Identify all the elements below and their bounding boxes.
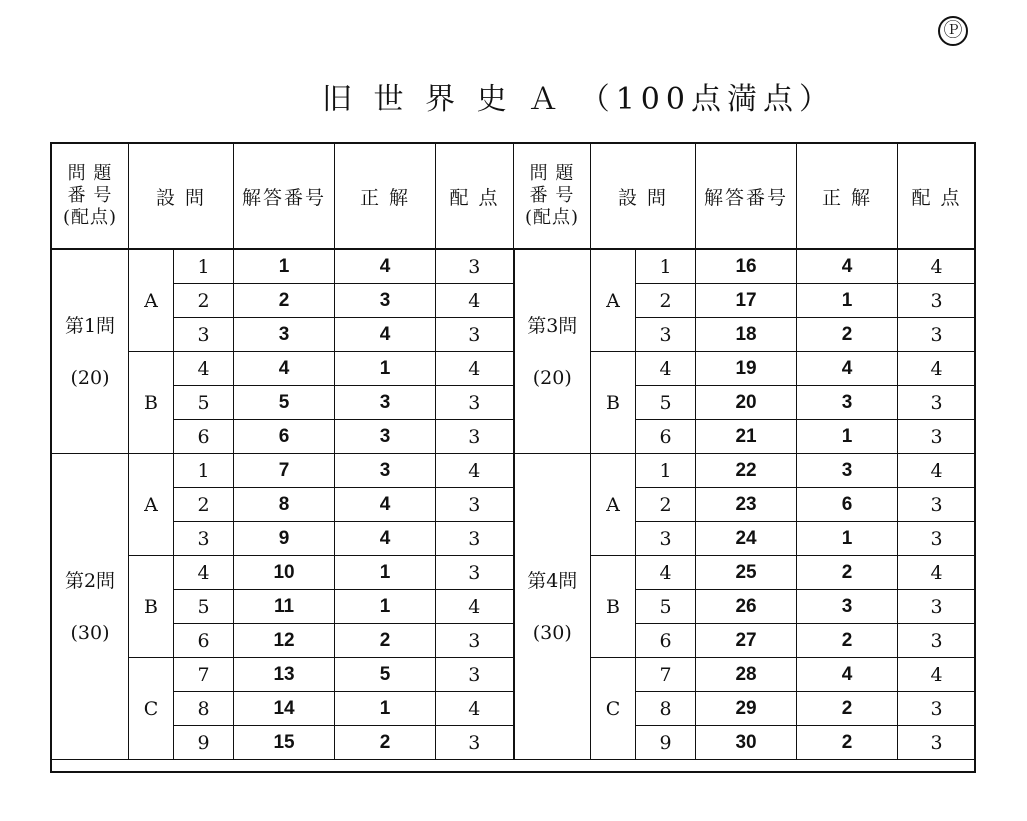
sub-question-number: 9 [174, 726, 234, 760]
points-value: 3 [436, 726, 514, 760]
sub-question-number: 1 [174, 454, 234, 488]
section-label: B [591, 352, 636, 454]
correct-answer: 3 [335, 386, 436, 420]
section-label: A [591, 249, 636, 352]
question-number-header [52, 144, 129, 250]
points-value: 4 [436, 590, 514, 624]
correct-header: 正 解 [797, 144, 898, 250]
answer-number: 30 [696, 726, 797, 760]
correct-answer: 4 [797, 249, 898, 284]
points-value: 4 [898, 658, 976, 692]
points-value: 3 [436, 488, 514, 522]
section-label: C [129, 658, 174, 760]
answer-number: 26 [696, 590, 797, 624]
answer-number-header: 解答番号 [696, 144, 797, 250]
correct-answer: 2 [797, 726, 898, 760]
question-label: 第3問 [527, 314, 578, 337]
question-cell [514, 249, 591, 454]
sub-question-number: 6 [636, 624, 696, 658]
points-header: 配 点 [436, 144, 514, 250]
points-value: 3 [898, 284, 976, 318]
points-value: 3 [898, 590, 976, 624]
correct-answer: 2 [335, 624, 436, 658]
answer-number: 2 [234, 284, 335, 318]
sub-question-number: 5 [174, 386, 234, 420]
header-row [52, 144, 976, 250]
answer-number: 22 [696, 454, 797, 488]
question-cell [52, 249, 129, 454]
points-value: 3 [898, 522, 976, 556]
section-label: B [129, 556, 174, 658]
points-value: 3 [898, 420, 976, 454]
answer-number: 17 [696, 284, 797, 318]
points-value: 4 [436, 352, 514, 386]
sub-question-number: 1 [636, 454, 696, 488]
correct-answer: 3 [335, 284, 436, 318]
correct-answer: 4 [797, 352, 898, 386]
answer-number: 27 [696, 624, 797, 658]
answer-number: 1 [234, 249, 335, 284]
section-label: A [591, 454, 636, 556]
answer-number: 16 [696, 249, 797, 284]
sub-question-number: 1 [174, 249, 234, 284]
correct-answer: 3 [335, 454, 436, 488]
correct-answer: 4 [335, 318, 436, 352]
answer-number-header: 解答番号 [234, 144, 335, 250]
page-title: 旧 世 界 史 Ａ （100点満点） [322, 82, 835, 117]
sub-question-number: 6 [174, 624, 234, 658]
question-header-line: (配点) [524, 207, 580, 228]
correct-answer: 4 [335, 249, 436, 284]
question-label: 第4問 [527, 569, 578, 592]
sub-question-number: 2 [636, 488, 696, 522]
question-score: (20) [70, 366, 110, 389]
points-value: 3 [898, 488, 976, 522]
points-value: 3 [898, 726, 976, 760]
question-score: (30) [70, 621, 110, 644]
question-header-line: (配点) [62, 207, 118, 228]
table-row [52, 249, 976, 284]
section-label: B [129, 352, 174, 454]
sub-question-number: 9 [636, 726, 696, 760]
points-value: 3 [898, 624, 976, 658]
question-header-line: 番 号 [529, 185, 575, 206]
correct-answer: 2 [797, 318, 898, 352]
correct-answer: 2 [797, 692, 898, 726]
answer-number: 20 [696, 386, 797, 420]
correct-answer: 2 [797, 624, 898, 658]
answer-number: 11 [234, 590, 335, 624]
sub-question-number: 6 [636, 420, 696, 454]
points-value: 4 [436, 454, 514, 488]
sub-question-number: 4 [636, 352, 696, 386]
answer-number: 15 [234, 726, 335, 760]
points-value: 3 [436, 624, 514, 658]
points-value: 3 [436, 556, 514, 590]
correct-answer: 3 [797, 590, 898, 624]
points-value: 3 [898, 318, 976, 352]
question-score: (20) [532, 366, 572, 389]
question-score: (30) [532, 621, 572, 644]
sub-question-number: 5 [636, 386, 696, 420]
question-label: 第1問 [64, 314, 116, 337]
sub-question-number: 3 [636, 318, 696, 352]
sub-question-number: 3 [174, 522, 234, 556]
points-value: 4 [436, 284, 514, 318]
answer-number: 18 [696, 318, 797, 352]
answer-number: 5 [234, 386, 335, 420]
sub-question-number: 6 [174, 420, 234, 454]
sub-question-number: 4 [174, 352, 234, 386]
sub-question-number: 2 [174, 284, 234, 318]
answer-number: 14 [234, 692, 335, 726]
sub-question-number: 5 [174, 590, 234, 624]
points-value: 4 [898, 556, 976, 590]
question-header-line: 問 題 [529, 163, 575, 184]
question-cell [514, 454, 591, 760]
correct-answer: 1 [335, 352, 436, 386]
sub-question-number: 7 [636, 658, 696, 692]
answer-number: 10 [234, 556, 335, 590]
sub-question-number: 7 [174, 658, 234, 692]
question-number-header [514, 144, 591, 250]
answer-number: 13 [234, 658, 335, 692]
correct-answer: 4 [335, 488, 436, 522]
correct-answer: 1 [797, 522, 898, 556]
points-value: 3 [436, 522, 514, 556]
correct-answer: 1 [335, 692, 436, 726]
points-header: 配 点 [898, 144, 976, 250]
points-value: 4 [898, 454, 976, 488]
section-label: A [129, 454, 174, 556]
correct-answer: 1 [797, 420, 898, 454]
sub-question-header: 設 問 [591, 144, 696, 250]
question-label: 第2問 [64, 569, 116, 592]
sub-question-number: 8 [174, 692, 234, 726]
sub-question-number: 8 [636, 692, 696, 726]
sub-question-number: 3 [174, 318, 234, 352]
answer-number: 23 [696, 488, 797, 522]
section-label: C [591, 658, 636, 760]
correct-answer: 3 [797, 454, 898, 488]
correct-answer: 2 [797, 556, 898, 590]
correct-answer: 4 [335, 522, 436, 556]
sub-question-number: 5 [636, 590, 696, 624]
question-cell [52, 454, 129, 760]
table-row [52, 454, 976, 488]
sub-question-number: 1 [636, 249, 696, 284]
correct-answer: 2 [335, 726, 436, 760]
answer-number: 21 [696, 420, 797, 454]
correct-answer: 4 [797, 658, 898, 692]
points-value: 3 [436, 249, 514, 284]
points-value: 4 [898, 352, 976, 386]
correct-answer: 5 [335, 658, 436, 692]
sub-question-number: 4 [174, 556, 234, 590]
sub-question-number: 3 [636, 522, 696, 556]
answer-number: 24 [696, 522, 797, 556]
sub-question-number: 2 [636, 284, 696, 318]
answer-number: 25 [696, 556, 797, 590]
points-value: 3 [436, 420, 514, 454]
correct-header: 正 解 [335, 144, 436, 250]
correct-answer: 1 [335, 590, 436, 624]
question-header-line: 番 号 [67, 185, 113, 206]
question-header-line: 問 題 [67, 163, 113, 184]
points-value: 3 [436, 318, 514, 352]
answer-number: 28 [696, 658, 797, 692]
sub-question-number: 2 [174, 488, 234, 522]
correct-answer: 1 [797, 284, 898, 318]
correct-answer: 3 [335, 420, 436, 454]
points-value: 3 [898, 386, 976, 420]
correct-answer: 6 [797, 488, 898, 522]
section-label: A [129, 249, 174, 352]
sub-question-number: 4 [636, 556, 696, 590]
points-value: 4 [436, 692, 514, 726]
answer-number: 3 [234, 318, 335, 352]
points-value: 3 [898, 692, 976, 726]
answer-number: 19 [696, 352, 797, 386]
points-value: 3 [436, 386, 514, 420]
answer-number: 29 [696, 692, 797, 726]
correct-answer: 3 [797, 386, 898, 420]
answer-number: 12 [234, 624, 335, 658]
answer-number: 7 [234, 454, 335, 488]
points-value: 4 [898, 249, 976, 284]
section-label: B [591, 556, 636, 658]
answer-number: 6 [234, 420, 335, 454]
sub-question-header: 設 問 [129, 144, 234, 250]
points-value: 3 [436, 658, 514, 692]
answer-table [51, 143, 976, 760]
answer-number: 8 [234, 488, 335, 522]
p-mark: Ⓟ [938, 16, 968, 46]
correct-answer: 1 [335, 556, 436, 590]
answer-number: 9 [234, 522, 335, 556]
answer-number: 4 [234, 352, 335, 386]
